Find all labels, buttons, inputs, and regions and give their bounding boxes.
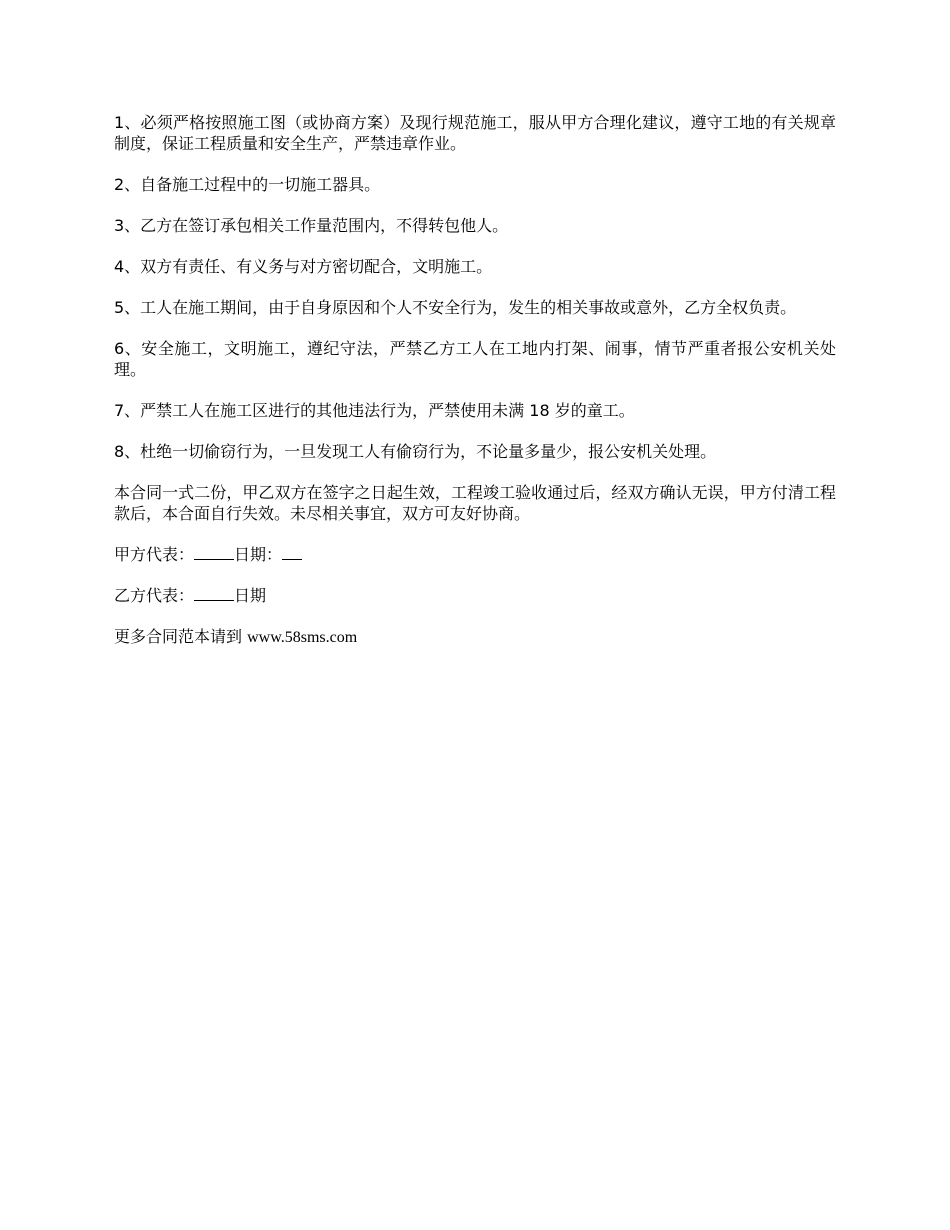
clause-4: 4、双方有责任、有义务与对方密切配合，文明施工。 [114, 257, 493, 276]
party-b-signature-blank [194, 585, 234, 601]
party-a-signature-line [114, 544, 836, 565]
clause-5: 5、工人在施工期间，由于自身原因和个人不安全行为，发生的相关事故或意外，乙方全权负责。 [114, 298, 797, 317]
party-b-date-label: 日期 [234, 586, 267, 605]
clause-1: 1、必须严格按照施工图（或协商方案）及现行规范施工，服从甲方合理化建议，遵守工地的有关规章制度，保证工程质量和安全生产，严禁违章作业。 [114, 113, 836, 153]
clause-2: 2、自备施工过程中的一切施工器具。 [114, 175, 381, 194]
footer-prefix: 更多合同范本请到 [114, 627, 248, 646]
party-b-signature-line [114, 585, 836, 606]
footer-url: www.58sms.com [247, 629, 358, 646]
clause-8: 8、杜绝一切偷窃行为，一旦发现工人有偷窃行为，不论量多量少，报公安机关处理。 [114, 442, 717, 461]
party-b-label: 乙方代表： [114, 586, 195, 605]
party-a-date-label: 日期： [234, 545, 283, 564]
party-a-date-blank [282, 544, 302, 560]
party-a-label: 甲方代表： [114, 545, 195, 564]
clause-7: 7、严禁工人在施工区进行的其他违法行为，严禁使用未满 18 岁的童工。 [114, 401, 635, 420]
closing-paragraph: 本合同一式二份，甲乙双方在签字之日起生效，工程竣工验收通过后，经双方确认无误，甲方付清工程款后，本合面自行失效。未尽相关事宜，双方可友好协商。 [114, 483, 836, 523]
contract-document [114, 112, 836, 648]
party-a-signature-blank [194, 544, 234, 560]
clause-6: 6、安全施工，文明施工，遵纪守法，严禁乙方工人在工地内打架、闹事，情节严重者报公安机关处理。 [114, 339, 836, 379]
footer-note [114, 626, 836, 648]
clause-3: 3、乙方在签订承包相关工作量范围内，不得转包他人。 [114, 216, 509, 235]
